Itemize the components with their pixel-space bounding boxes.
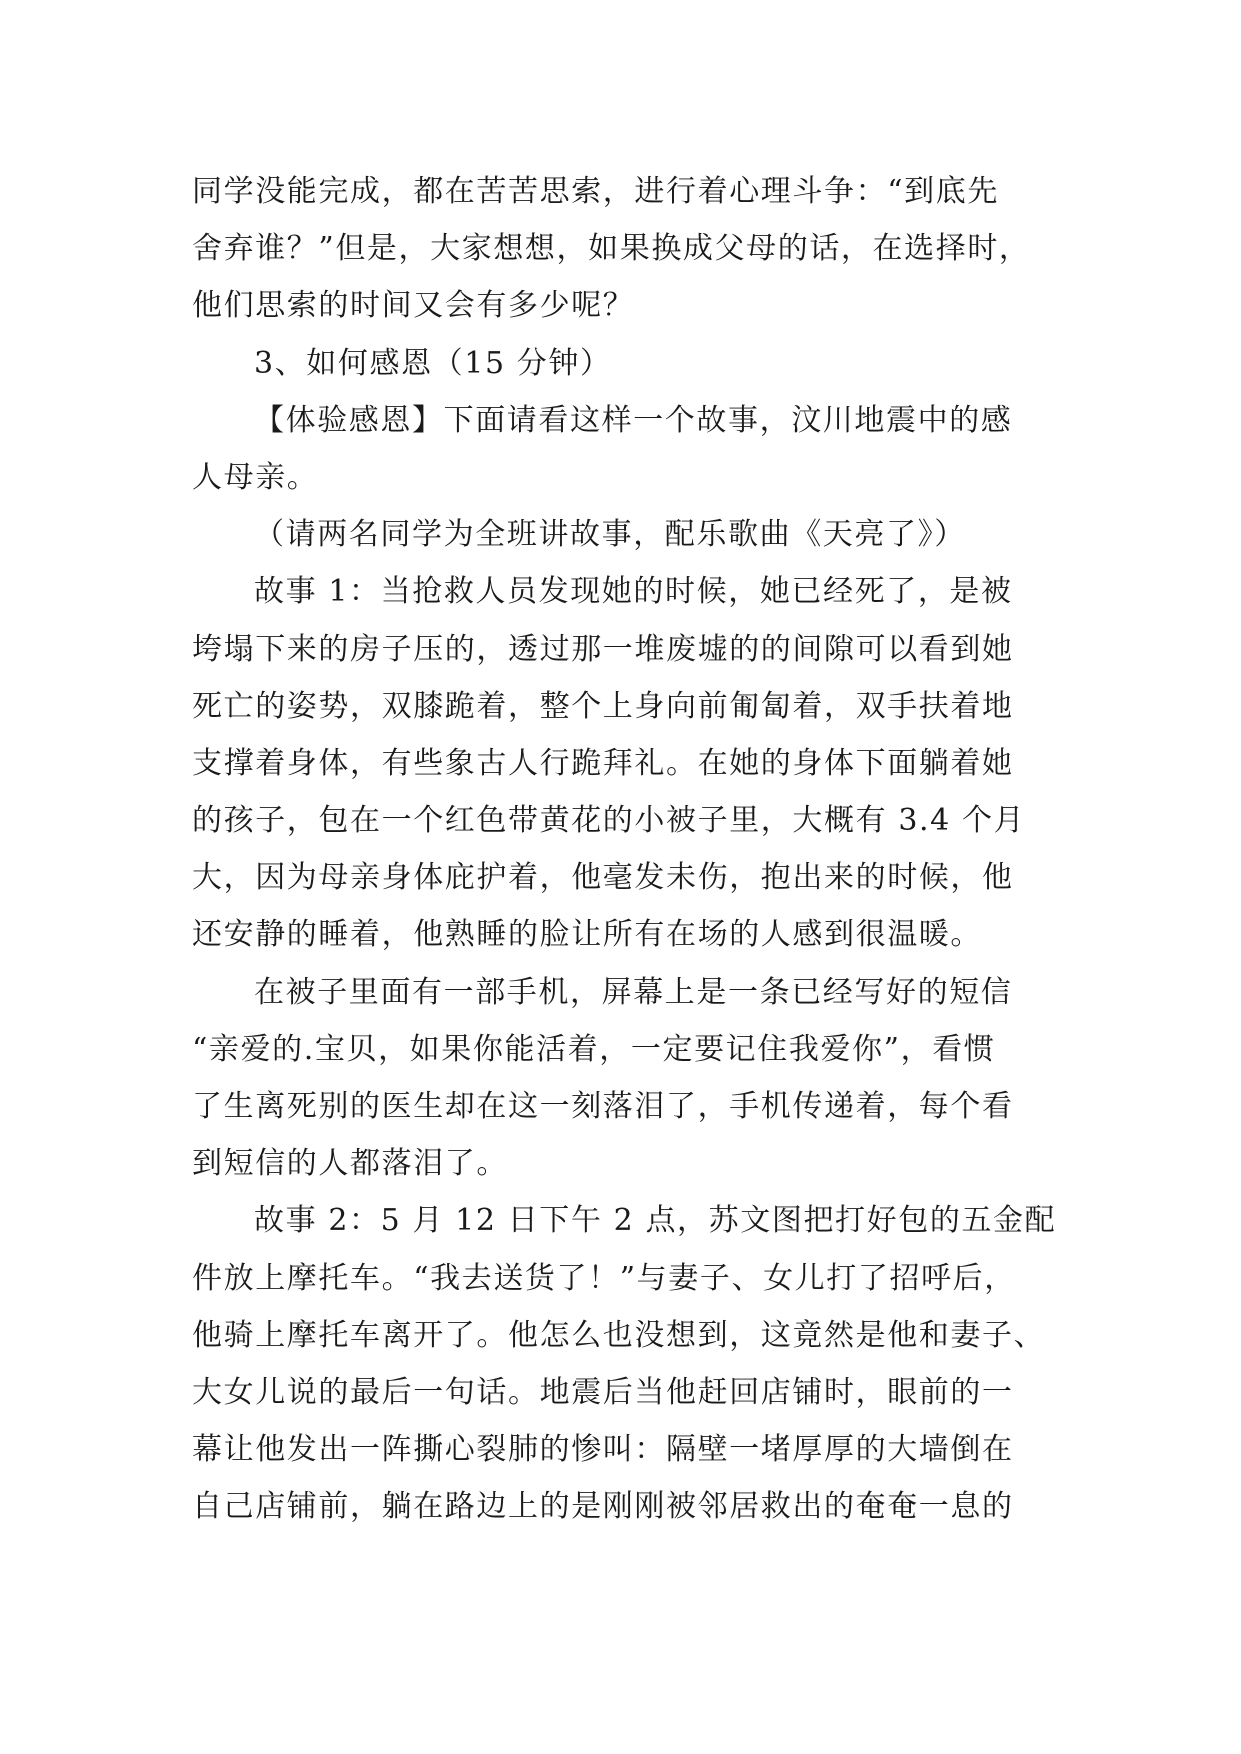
text-line: 同学没能完成，都在苦苦思索，进行着心理斗争：“到底先 — [192, 174, 999, 209]
text-line: 死亡的姿势，双膝跪着，整个上身向前匍匐着，双手扶着地 — [192, 688, 1014, 724]
text-line: 件放上摩托车。“我去送货了！”与妻子、女儿打了招呼后， — [192, 1260, 1016, 1296]
text-line: 【体验感恩】下面请看这样一个故事，汶川地震中的感 — [254, 402, 1013, 438]
text-line: 大女儿说的最后一句话。地震后当他赶回店铺时，眼前的一 — [192, 1374, 1014, 1410]
text-line: 幕让他发出一阵撕心裂肺的惨叫：隔壁一堵厚厚的大墙倒在 — [192, 1432, 1014, 1468]
text-line: 垮塌下来的房子压的，透过那一堆废墟的的间隙可以看到她 — [192, 631, 1014, 667]
text-line: 还安静的睡着，他熟睡的脸让所有在场的人感到很温暖。 — [192, 917, 982, 953]
text-line: 故事 2：5 月 12 日下午 2 点，苏文图把打好包的五金配 — [254, 1203, 1057, 1239]
text-line: 自己店铺前，躺在路边上的是刚刚被邻居救出的奄奄一息的 — [192, 1489, 1014, 1525]
text-line: 3、如何感恩（15 分钟） — [254, 345, 612, 381]
text-line: （请两名同学为全班讲故事，配乐歌曲《天亮了》） — [254, 517, 966, 553]
text-line: 他骑上摩托车离开了。他怎么也没想到，这竟然是他和妻子、 — [192, 1317, 1046, 1353]
text-line: 了生离死别的医生却在这一刻落泪了，手机传递着，每个看 — [192, 1089, 1014, 1124]
text-line: 故事 1：当抢救人员发现她的时候，她已经死了，是被 — [254, 574, 1013, 610]
text-line: 支撑着身体，有些象古人行跪拜礼。在她的身体下面躺着她 — [192, 745, 1014, 781]
text-line: 的孩子，包在一个红色带黄花的小被子里，大概有 3.4 个月 — [192, 803, 1026, 839]
text-line: 在被子里面有一部手机，屏幕上是一条已经写好的短信 — [254, 974, 1013, 1010]
text-line: “亲爱的.宝贝，如果你能活着，一定要记住我爱你”，看惯 — [192, 1031, 996, 1067]
text-line: 人母亲。 — [192, 459, 319, 495]
text-line: 大，因为母亲身体庇护着，他毫发未伤，抱出来的时候，他 — [192, 860, 1014, 896]
body-text — [192, 163, 1057, 1536]
text-line: 他们思索的时间又会有多少呢？ — [192, 288, 635, 324]
text-line: 舍弃谁？”但是，大家想想，如果换成父母的话，在选择时， — [192, 231, 1031, 267]
text-line: 到短信的人都落泪了。 — [192, 1146, 508, 1182]
